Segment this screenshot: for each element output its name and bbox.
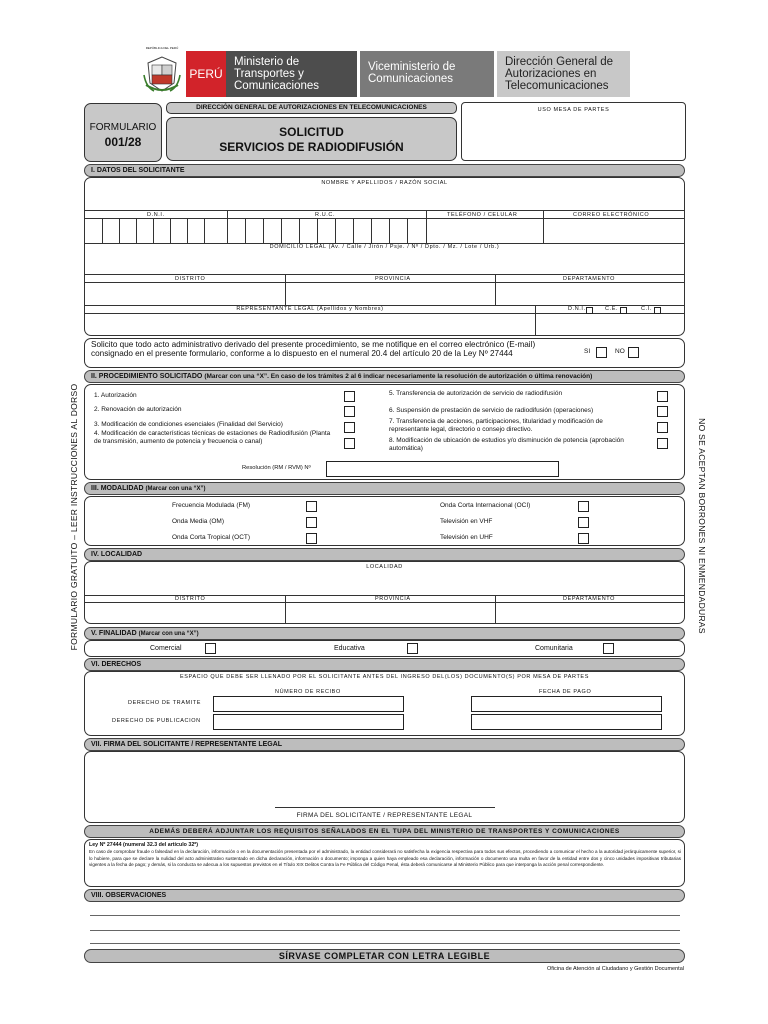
peru-seal bbox=[142, 53, 182, 95]
finalidad-comunitaria-checkbox[interactable] bbox=[603, 643, 614, 654]
title-line1: SOLICITUD bbox=[279, 125, 344, 139]
proc-item-2: 2. Renovación de autorización bbox=[94, 406, 182, 413]
finalidad-educativa: Educativa bbox=[334, 645, 365, 652]
finalidad-educativa-checkbox[interactable] bbox=[407, 643, 418, 654]
observaciones-area[interactable] bbox=[84, 903, 685, 943]
formulario-label: FORMULARIO bbox=[89, 122, 157, 133]
modalidad-oct-checkbox[interactable] bbox=[306, 533, 317, 544]
section-5-subtitle: (Marcar con una “X”) bbox=[138, 631, 199, 637]
loc-departamento-field[interactable] bbox=[497, 603, 683, 622]
domicilio-field[interactable] bbox=[87, 251, 682, 273]
no-checkbox[interactable] bbox=[628, 347, 639, 358]
proc-checkbox-8[interactable] bbox=[657, 438, 668, 449]
section-2-box bbox=[84, 384, 685, 480]
section-6-box bbox=[84, 671, 685, 736]
side-text-right: NO SE ACEPTAN BORRONES NI ENMENDADURAS bbox=[697, 418, 707, 634]
proc-checkbox-7[interactable] bbox=[657, 422, 668, 433]
section-5-title: V. FINALIDAD bbox=[91, 630, 137, 637]
notificacion-text: Solicito que todo acto administrativo derivado del presente procedimiento, se me notifique en el correo electrónico (E-mail) consignado en el presente formulario, conforme a lo dispuesto en el numeral 20.4 del artículo 20 de la Ley Nº 27444 bbox=[91, 340, 536, 359]
section-7-title: VII. FIRMA DEL SOLICITANTE / REPRESENTANTE LEGAL bbox=[91, 741, 283, 748]
telefono-field[interactable] bbox=[427, 219, 543, 242]
oficina-text: Oficina de Atención al Ciudadano y Gestión Documental bbox=[547, 966, 684, 972]
section-5-box bbox=[84, 640, 685, 657]
modalidad-vhf: Televisión en VHF bbox=[440, 518, 493, 525]
section-8-title: VIII. OBSERVACIONES bbox=[91, 892, 167, 899]
modalidad-oci-checkbox[interactable] bbox=[578, 501, 589, 512]
section-6-title: VI. DERECHOS bbox=[91, 661, 142, 668]
loc-distrito-label: DISTRITO bbox=[175, 596, 206, 602]
finalidad-comercial: Comercial bbox=[150, 645, 182, 652]
section-4-header bbox=[84, 548, 685, 561]
derecho-publicacion-fecha[interactable] bbox=[471, 714, 662, 730]
dni-label: D.N.I. bbox=[147, 212, 165, 218]
modalidad-fm: Frecuencia Modulada (FM) bbox=[172, 502, 251, 509]
mesa-partes-box[interactable] bbox=[461, 102, 686, 161]
ley-box bbox=[84, 839, 685, 887]
section-1-box bbox=[84, 177, 685, 336]
representante-field[interactable] bbox=[87, 314, 533, 334]
section-2-header bbox=[84, 370, 685, 383]
dni-short-label: D.N.I. bbox=[568, 306, 586, 312]
domicilio-label: DOMICILIO LEGAL (Av. / Calle / Jirón / Psje. / Nº / Dpto. / Mz. / Lote / Urb.) bbox=[269, 244, 500, 250]
distrito-label: DISTRITO bbox=[175, 276, 206, 282]
modalidad-oct: Onda Corta Tropical (OCT) bbox=[172, 534, 251, 541]
section-5-header bbox=[84, 627, 685, 640]
distrito-field[interactable] bbox=[87, 283, 283, 304]
ley-title: Ley Nº 27444 (numeral 32.3 del artículo 32º) bbox=[89, 842, 198, 848]
ce-type-checkbox[interactable] bbox=[620, 307, 627, 314]
localidad-label: LOCALIDAD bbox=[366, 564, 403, 570]
section-8-header bbox=[84, 889, 685, 902]
derecho-publicacion-label: DERECHO DE PUBLICACION bbox=[112, 718, 201, 724]
dni-cells[interactable] bbox=[85, 218, 227, 243]
nombre-field[interactable] bbox=[87, 187, 682, 209]
section-7-header bbox=[84, 738, 685, 751]
section-3-title: III. MODALIDAD bbox=[91, 485, 144, 492]
proc-checkbox-6[interactable] bbox=[657, 406, 668, 417]
viceministry-name: Viceministerio de Comunicaciones bbox=[368, 61, 456, 85]
provincia-field[interactable] bbox=[287, 283, 493, 304]
modalidad-uhf-checkbox[interactable] bbox=[578, 533, 589, 544]
ruc-cells[interactable] bbox=[227, 218, 426, 243]
modalidad-om: Onda Media (OM) bbox=[172, 518, 225, 525]
resolucion-label: Resolución (RM / RVM) Nº bbox=[242, 465, 311, 471]
proc-item-8: 8. Modificación de ubicación de estudios y/o disminución de potencia (aprobación automática) bbox=[389, 437, 624, 452]
direction-name: Dirección General de Autorizaciones en Telecomunicaciones bbox=[505, 56, 614, 92]
loc-distrito-field[interactable] bbox=[87, 603, 283, 622]
ruc-label: R.U.C. bbox=[315, 212, 336, 218]
proc-checkbox-2[interactable] bbox=[344, 406, 355, 417]
modalidad-om-checkbox[interactable] bbox=[306, 517, 317, 528]
dg-box bbox=[166, 102, 457, 114]
section-1-header bbox=[84, 164, 685, 177]
section-3-subtitle: (Marcar con una “X”) bbox=[145, 486, 206, 492]
localidad-field[interactable] bbox=[87, 571, 682, 594]
ci-label: C.I. bbox=[641, 306, 652, 312]
numero-recibo-label: NÚMERO DE RECIBO bbox=[275, 689, 341, 695]
proc-item-4: 4. Modificación de características técnicas de estaciones de Radiodifusión (Planta de transmisión, aumento de potencia y frecuencia o canal) bbox=[94, 430, 331, 445]
adjuntar-text: ADEMÁS DEBERÁ ADJUNTAR LOS REQUISITOS SEÑALADOS EN EL TUPA DEL MINISTERIO DE TRANSPORTES Y COMUNICACIONES bbox=[149, 828, 620, 835]
representante-label: REPRESENTANTE LEGAL (Apellidos y Nombres) bbox=[236, 306, 384, 312]
section-1-title: I. DATOS DEL SOLICITANTE bbox=[91, 167, 185, 174]
proc-checkbox-1[interactable] bbox=[344, 391, 355, 402]
peru-label: PERÚ bbox=[189, 67, 223, 81]
legible-text: SÍRVASE COMPLETAR CON LETRA LEGIBLE bbox=[278, 951, 491, 961]
signature-line bbox=[275, 807, 495, 808]
legible-bar bbox=[84, 949, 685, 963]
no-label: NO bbox=[615, 348, 625, 355]
adjuntar-bar bbox=[84, 825, 685, 838]
firma-label: FIRMA DEL SOLICITANTE / REPRESENTANTE LEGAL bbox=[296, 812, 473, 819]
correo-field[interactable] bbox=[544, 219, 684, 242]
proc-item-3: 3. Modificación de condiciones esenciales (Finalidad del Servicio) bbox=[94, 421, 283, 428]
nombre-label: NOMBRE Y APELLIDOS / RAZÓN SOCIAL bbox=[321, 180, 448, 186]
departamento-label: DEPARTAMENTO bbox=[563, 276, 616, 282]
modalidad-vhf-checkbox[interactable] bbox=[578, 517, 589, 528]
ley-body: En caso de comprobar fraude o falsedad en la declaración, información o en la documentación presentada por el administrado, la entidad considerará no satisfecha la exigencia respectiva para todos sus efectos, procediendo a comunicar el hecho a la autoridad jerárquicamente superior, si lo hubiere, para que se declare la nulidad del acto administrativo sustentado en dicha declaración, información o documento; imponga a quien haya empleado esa declaración, información o documento una multa en favor de la entidad entre dos y cinco unidades impositivas tributarias vigentes a la fecha de pago; y demás, si la conducta se adecua a los supuestos previstos en el Título XIX Delitos Contra la Fe Pública del Código Penal, ésta deberá comunicarse al Ministerio Público para que interponga la acción penal correspondiente. bbox=[89, 849, 681, 867]
finalidad-comunitaria: Comunitaria bbox=[535, 645, 573, 652]
si-label: SI bbox=[584, 348, 591, 355]
proc-checkbox-3[interactable] bbox=[344, 422, 355, 433]
seal-caption: REPÚBLICA DEL PERÚ bbox=[145, 46, 179, 50]
title-line2: SERVICIOS DE RADIODIFUSIÓN bbox=[219, 140, 404, 154]
peru-red-block bbox=[186, 51, 226, 97]
derecho-tramite-label: DERECHO DE TRAMITE bbox=[128, 700, 202, 706]
formulario-box bbox=[84, 103, 162, 162]
fecha-pago-label: FECHA DE PAGO bbox=[539, 689, 592, 695]
ministry-block bbox=[226, 51, 357, 97]
proc-item-5: 5. Transferencia de autorización de servicio de radiodifusión bbox=[389, 390, 563, 397]
departamento-field[interactable] bbox=[497, 283, 683, 304]
ministry-name: Ministerio de Transportes y Comunicaciones bbox=[234, 56, 320, 92]
representante-doc-field[interactable] bbox=[537, 314, 683, 334]
loc-departamento-label: DEPARTAMENTO bbox=[563, 596, 616, 602]
modalidad-oci: Onda Corta Internacional (OCI) bbox=[440, 502, 531, 509]
viceministry-block bbox=[360, 51, 494, 97]
modalidad-uhf: Televisión en UHF bbox=[440, 534, 493, 541]
si-checkbox[interactable] bbox=[596, 347, 607, 358]
title-box bbox=[166, 117, 457, 161]
side-text-left: FORMULARIO GRATUITO – LEER INSTRUCCIONES AL DORSO bbox=[69, 383, 79, 651]
derecho-tramite-fecha[interactable] bbox=[471, 696, 662, 712]
proc-item-7: 7. Transferencia de acciones, participaciones, titularidad y modificación de representante legal, directorio o consejo directivo. bbox=[389, 418, 603, 433]
proc-item-1: 1. Autorización bbox=[94, 392, 137, 399]
section-4-box bbox=[84, 561, 685, 624]
formulario-number: 001/28 bbox=[104, 135, 142, 149]
section-3-box bbox=[84, 496, 685, 546]
loc-provincia-field[interactable] bbox=[287, 603, 493, 622]
telefono-label: TELÉFONO / CELULAR bbox=[447, 212, 518, 218]
section-4-title: IV. LOCALIDAD bbox=[91, 551, 143, 558]
dg-label: DIRECCIÓN GENERAL DE AUTORIZACIONES EN TELECOMUNICACIONES bbox=[196, 104, 427, 111]
derechos-note: ESPACIO QUE DEBE SER LLENADO POR EL SOLICITANTE ANTES DEL INGRESO DEL(LOS) DOCUMENTO(S) POR MESA DE PARTES bbox=[180, 674, 589, 680]
dni-type-checkbox[interactable] bbox=[586, 307, 593, 314]
modalidad-fm-checkbox[interactable] bbox=[306, 501, 317, 512]
ce-label: C.E. bbox=[605, 306, 619, 312]
provincia-label: PROVINCIA bbox=[375, 276, 411, 282]
proc-checkbox-4[interactable] bbox=[344, 438, 355, 449]
section-3-header bbox=[84, 482, 685, 495]
section-2-title: II. PROCEDIMIENTO SOLICITADO bbox=[91, 373, 203, 380]
derecho-tramite-recibo[interactable] bbox=[213, 696, 404, 712]
derecho-publicacion-recibo[interactable] bbox=[213, 714, 404, 730]
section-2-subtitle: (Marcar con una “X”. En caso de los trámites 2 al 6 indicar necesariamente la resolución de autorización o última renovación) bbox=[204, 373, 593, 380]
proc-checkbox-5[interactable] bbox=[657, 391, 668, 402]
section-7-box[interactable] bbox=[84, 751, 685, 823]
resolucion-input[interactable] bbox=[326, 461, 559, 477]
proc-item-6: 6. Suspensión de prestación de servicio de radiodifusión (operaciones) bbox=[389, 407, 594, 414]
notificacion-box bbox=[84, 338, 685, 368]
mesa-partes-label: USO MESA DE PARTES bbox=[537, 107, 610, 113]
correo-label: CORREO ELECTRÓNICO bbox=[573, 212, 650, 218]
loc-provincia-label: PROVINCIA bbox=[375, 596, 411, 602]
section-6-header bbox=[84, 658, 685, 671]
direction-block bbox=[497, 51, 630, 97]
finalidad-comercial-checkbox[interactable] bbox=[205, 643, 216, 654]
ci-type-checkbox[interactable] bbox=[654, 307, 661, 314]
